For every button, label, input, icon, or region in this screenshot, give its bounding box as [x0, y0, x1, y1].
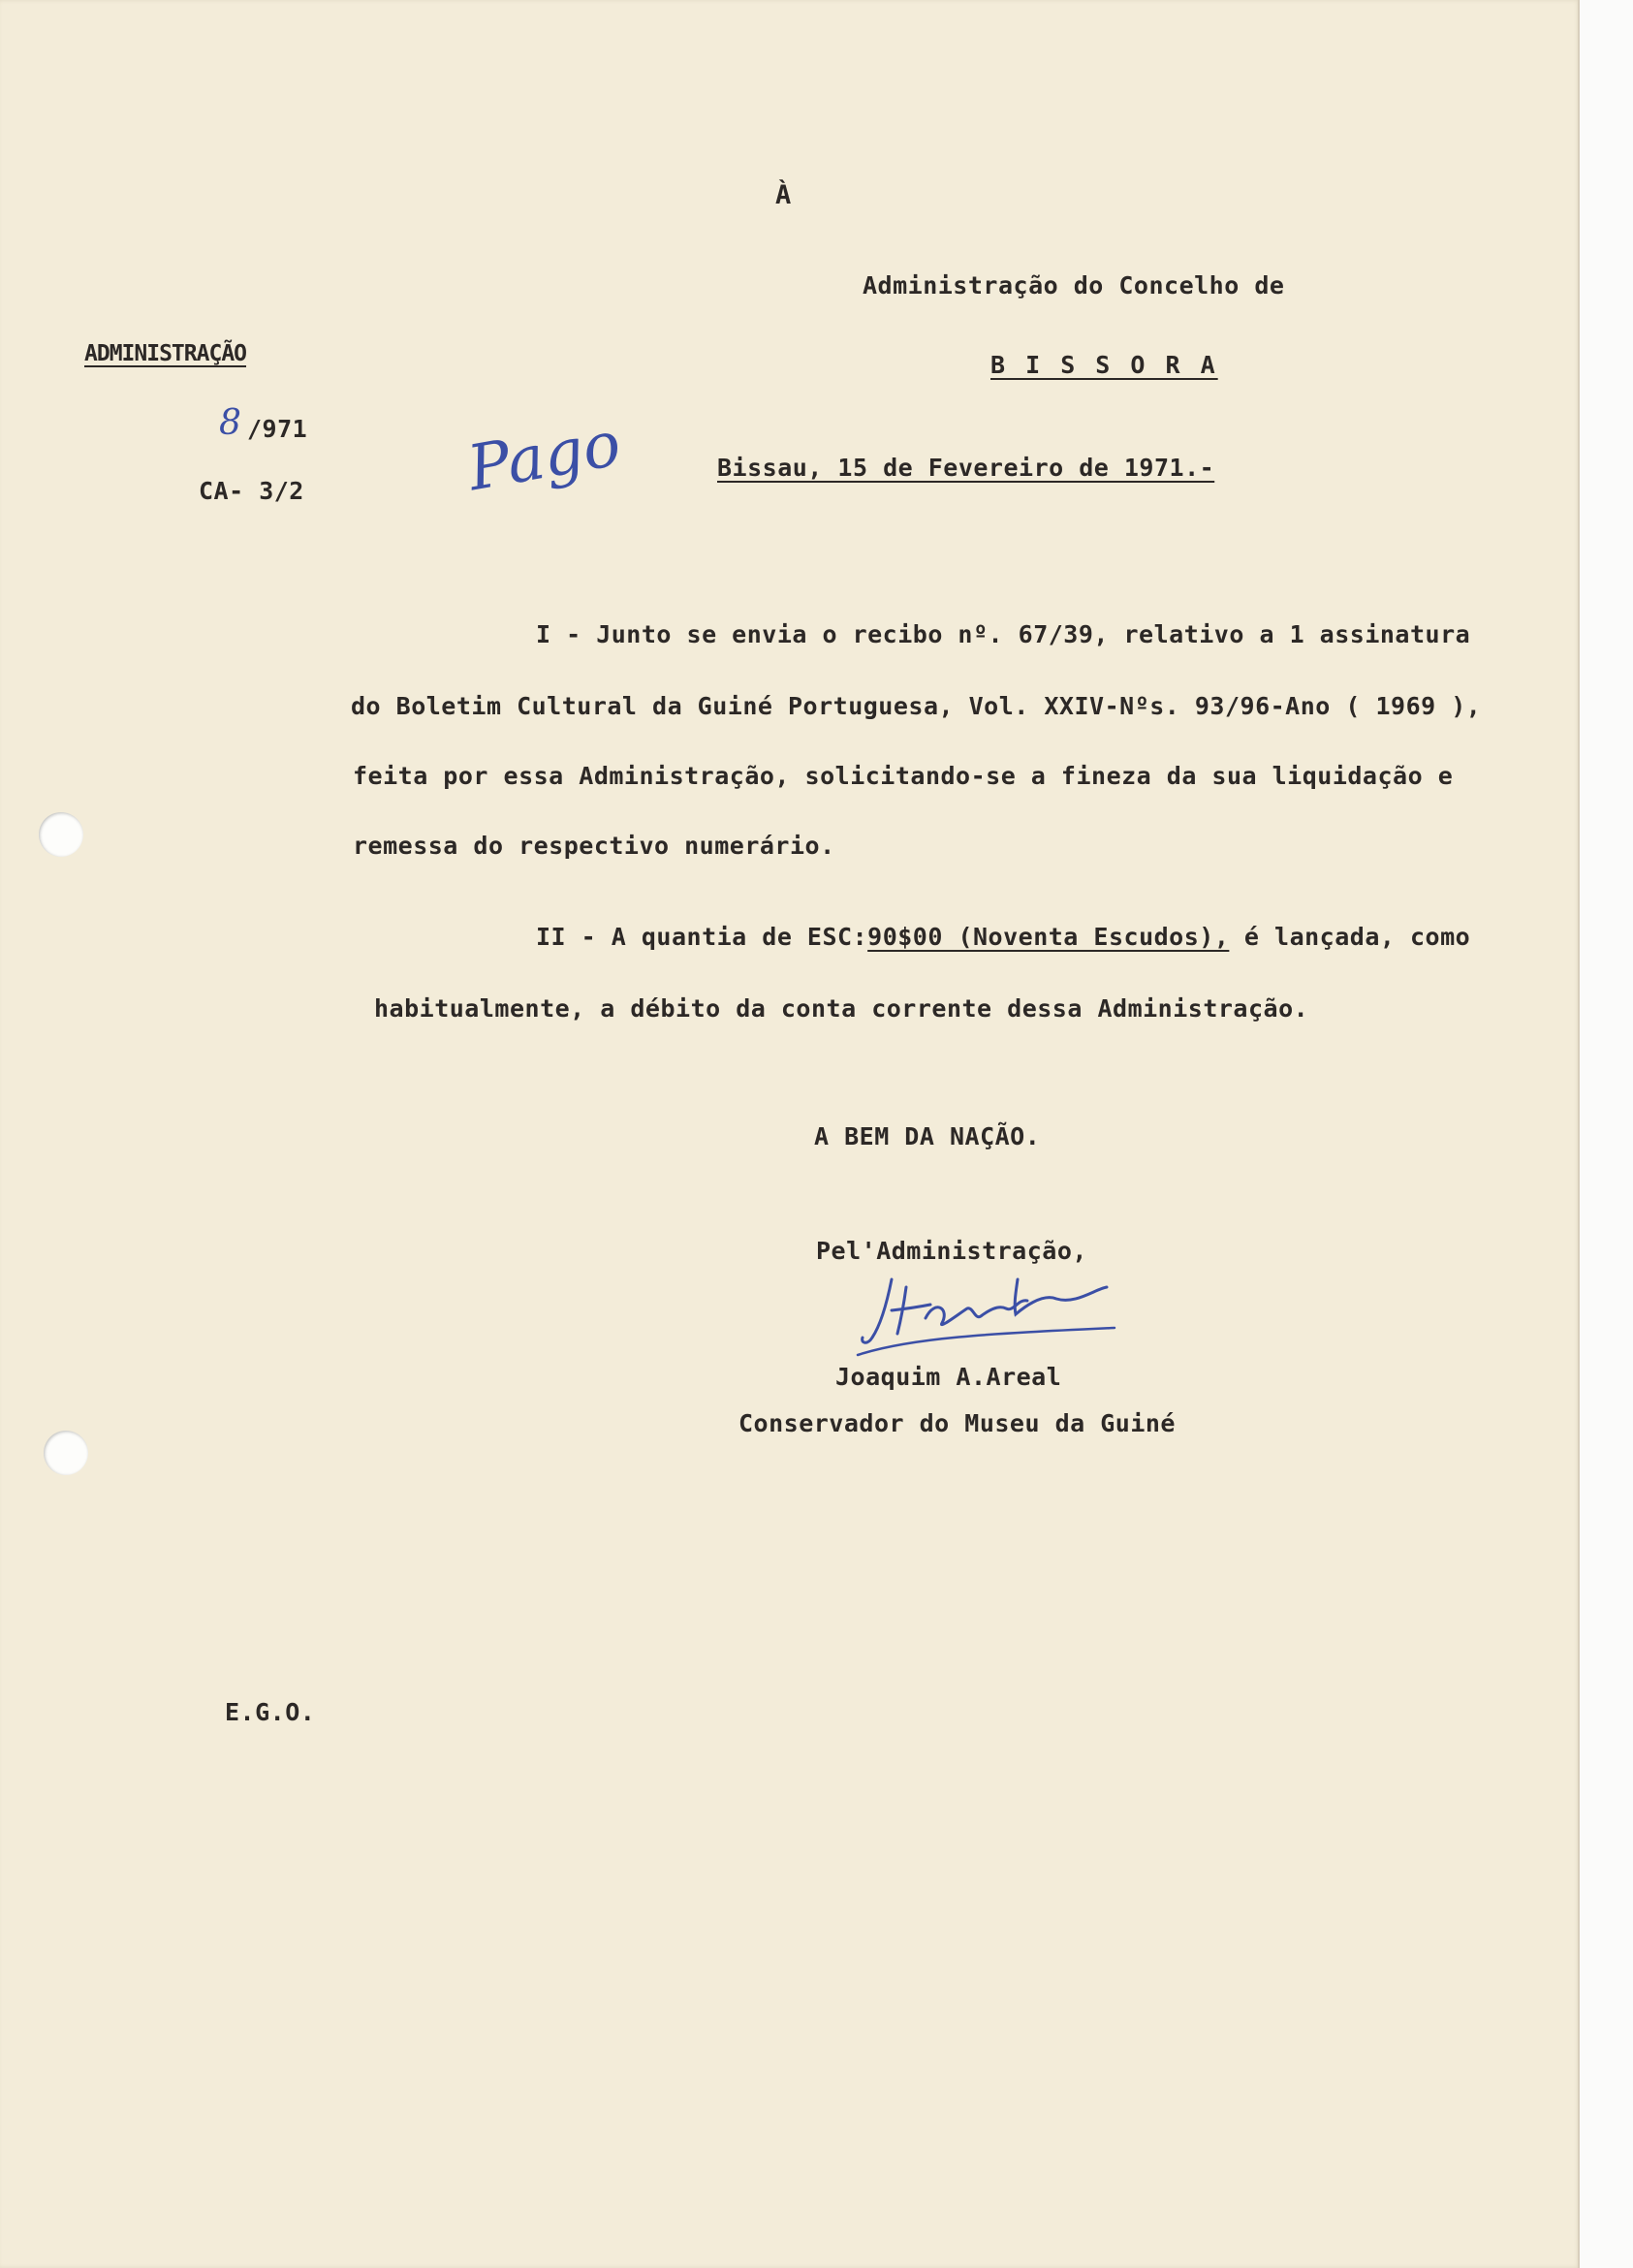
addressee-line-2: B I S S O R A [990, 351, 1218, 379]
paragraph-1-line-1: I - Junto se envia o recibo nº. 67/39, relativo a 1 assinatura [536, 620, 1471, 648]
paragraph-2-prefix: II - A quantia de ESC: [536, 923, 868, 951]
place-date: Bissau, 15 de Fevereiro de 1971.- [717, 454, 1215, 482]
signatory-title: Conservador do Museu da Guiné [738, 1409, 1176, 1437]
closing: A BEM DA NAÇÃO. [814, 1122, 1041, 1150]
file-code: CA- 3/2 [199, 477, 304, 505]
punch-hole-top [39, 812, 83, 857]
signature-on-behalf: Pel'Administração, [816, 1237, 1087, 1265]
reference-heading: ADMINISTRAÇÃO [84, 341, 247, 366]
handwritten-pago-note: Pago [462, 408, 626, 506]
punch-hole-bottom [44, 1431, 88, 1475]
scan-background [1580, 0, 1633, 2268]
paragraph-2-line-1 [536, 923, 1470, 951]
paragraph-2-suffix: é lançada, como [1229, 923, 1471, 951]
amount: 90$00 (Noventa Escudos), [867, 923, 1230, 951]
addressee-line-1: Administração do Concelho de [863, 271, 1285, 299]
paragraph-1-line-4: remessa do respectivo numerário. [353, 832, 835, 860]
footer-initials: E.G.O. [225, 1698, 316, 1726]
paragraph-1-line-3: feita por essa Administração, solicitando-se a fineza da sua liquidação e [353, 762, 1454, 790]
signatory-name: Joaquim A.Areal [835, 1363, 1062, 1391]
reference-number-handwritten: 8 [219, 403, 241, 443]
handwritten-signature [853, 1270, 1124, 1367]
reference-number-typed: /971 [247, 415, 308, 443]
paragraph-1-line-2: do Boletim Cultural da Guiné Portuguesa, Vol. XXIV-Nºs. 93/96-Ano ( 1969 ), [351, 692, 1482, 720]
salutation: À [775, 180, 792, 210]
paragraph-2-line-2: habitualmente, a débito da conta corrente dessa Administração. [374, 994, 1309, 1023]
